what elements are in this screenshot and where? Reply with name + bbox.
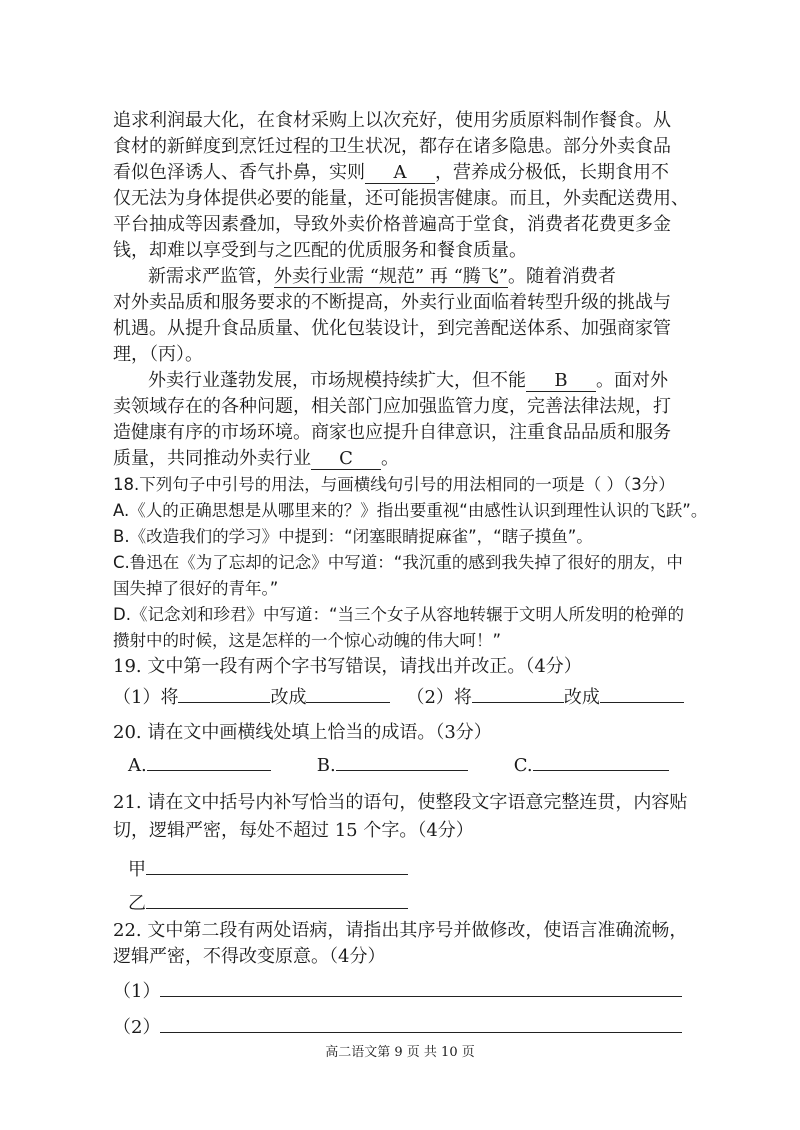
question-19-answer-row <box>113 680 684 711</box>
question-18-option-b[interactable]: B.《改造我们的学习》中提到：“闭塞眼睛捉麻雀”，“瞎子摸鱼”。 <box>113 527 593 546</box>
passage-text: 。 <box>381 448 399 469</box>
passage-text: 看似色泽诱人、香气扑鼻，实则 <box>113 162 365 183</box>
q20-answer-c[interactable] <box>533 748 669 771</box>
q19-correct-char-2[interactable] <box>600 680 684 703</box>
question-21-stem: 21. 请在文中括号内补写恰当的语句，使整段文字语意完整连贯，内容贴 <box>113 792 688 813</box>
question-21-answer-jia <box>128 852 408 883</box>
question-18-option-c-cont: 国失掉了很好的青年。” <box>113 579 279 598</box>
blank-b[interactable]: B <box>526 369 596 392</box>
passage-line: 食材的新鲜度到烹饪过程的卫生状况，都存在诸多隐患。部分外卖食品 <box>113 136 671 157</box>
question-18-option-d-cont: 攒射中的时候，这是怎样的一个惊心动魄的伟大呵！” <box>113 631 502 650</box>
question-18-option-c[interactable]: C.鲁迅在《为了忘却的记念》中写道：“我沉重的感到我失掉了很好的朋友，中 <box>113 553 683 572</box>
passage-line <box>148 264 616 290</box>
question-22-answer-1 <box>113 974 682 1005</box>
q20-label-c: C. <box>513 755 533 776</box>
page-footer: 高二语文第 9 页 共 10 页 <box>325 1045 475 1060</box>
passage-line <box>113 446 399 472</box>
passage-line: 机遇。从提升食品质量、优化包装设计，到完善配送体系、加强商家管 <box>113 318 671 339</box>
passage-text: 。随着消费者 <box>507 266 616 287</box>
q20-label-b: B. <box>316 755 336 776</box>
passage-line: 造健康有序的市场环境。商家也应提升自律意识，注重食品品质和服务 <box>113 422 671 443</box>
blank-c[interactable]: C <box>311 447 381 470</box>
passage-line <box>148 368 668 394</box>
q21-answer-yi[interactable] <box>146 886 408 909</box>
question-20-stem: 20. 请在文中画横线处填上恰当的成语。（3分） <box>113 722 492 743</box>
q21-answer-jia[interactable] <box>146 852 408 875</box>
question-21-answer-yi <box>128 886 408 917</box>
question-19-stem: 19. 文中第一段有两个字书写错误，请找出并改正。（4分） <box>113 656 582 677</box>
q21-label-jia: 甲 <box>128 859 146 880</box>
q19-wrong-char-2[interactable] <box>472 680 564 703</box>
q19-wrong-char-1[interactable] <box>178 680 270 703</box>
question-20-answer-row <box>128 748 669 779</box>
question-18-option-a[interactable]: A.《人的正确思想是从哪里来的？》指出要重视“由感性认识到理性认识的飞跃”。 <box>113 501 708 520</box>
passage-text: 新需求严监管， <box>148 266 274 287</box>
underlined-sentence: 外卖行业需 “规范” 再 “腾飞” <box>274 266 508 287</box>
q19-label-1: （1）将 <box>113 687 179 708</box>
question-22-stem: 22. 文中第二段有两处语病，请指出其序号并做修改，使语言准确流畅， <box>113 920 688 941</box>
q19-label-2: （2）将 <box>406 687 472 708</box>
q22-label-2: （2） <box>113 1017 161 1038</box>
q22-answer-1[interactable] <box>160 974 682 997</box>
q22-label-1: （1） <box>113 981 161 1002</box>
passage-text: 质量，共同推动外卖行业 <box>113 448 311 469</box>
question-22-answer-2 <box>113 1010 682 1041</box>
q19-correct-char-1[interactable] <box>306 680 390 703</box>
passage-line <box>113 160 669 186</box>
passage-line: 理，（丙）。 <box>113 344 203 365</box>
passage-text: 外卖行业蓬勃发展，市场规模持续扩大，但不能 <box>148 370 526 391</box>
question-21-stem-cont: 切，逻辑严密，每处不超过 15 个字。（4分） <box>113 820 474 841</box>
passage-line: 对外卖品质和服务要求的不断提高，外卖行业面临着转型升级的挑战与 <box>113 292 671 313</box>
passage-line: 钱，却难以享受到与之匹配的优质服务和餐食质量。 <box>113 240 527 261</box>
question-18-stem: 18.下列句子中引号的用法，与画横线句引号的用法相同的一项是（ ）（3分） <box>113 475 675 494</box>
question-18-option-d[interactable]: D.《记念刘和珍君》中写道：“当三个女子从容地转辗于文明人所发明的枪弹的 <box>113 605 684 624</box>
passage-text: 。面对外 <box>596 370 668 391</box>
passage-line: 追求利润最大化，在食材采购上以次充好，使用劣质原料制作餐食。从 <box>113 110 671 131</box>
blank-a[interactable]: A <box>365 161 435 184</box>
q20-answer-b[interactable] <box>336 748 468 771</box>
q19-change-label-2: 改成 <box>563 687 600 708</box>
passage-text: ，营养成分极低，长期食用不 <box>435 162 669 183</box>
passage-line: 平台抽成等因素叠加，导致外卖价格普遍高于堂食，消费者花费更多金 <box>113 214 671 235</box>
passage-line: 仅无法为身体提供必要的能量，还可能损害健康。而且，外卖配送费用、 <box>113 188 689 209</box>
q21-label-yi: 乙 <box>128 893 146 914</box>
question-22-stem-cont: 逻辑严密，不得改变原意。（4分） <box>113 946 386 967</box>
passage-line: 卖领域存在的各种问题，相关部门应加强监管力度，完善法律法规，打 <box>113 396 671 417</box>
q22-answer-2[interactable] <box>160 1010 682 1033</box>
q20-answer-a[interactable] <box>147 748 271 771</box>
q20-label-a: A. <box>128 755 147 776</box>
q19-change-label-1: 改成 <box>270 687 307 708</box>
